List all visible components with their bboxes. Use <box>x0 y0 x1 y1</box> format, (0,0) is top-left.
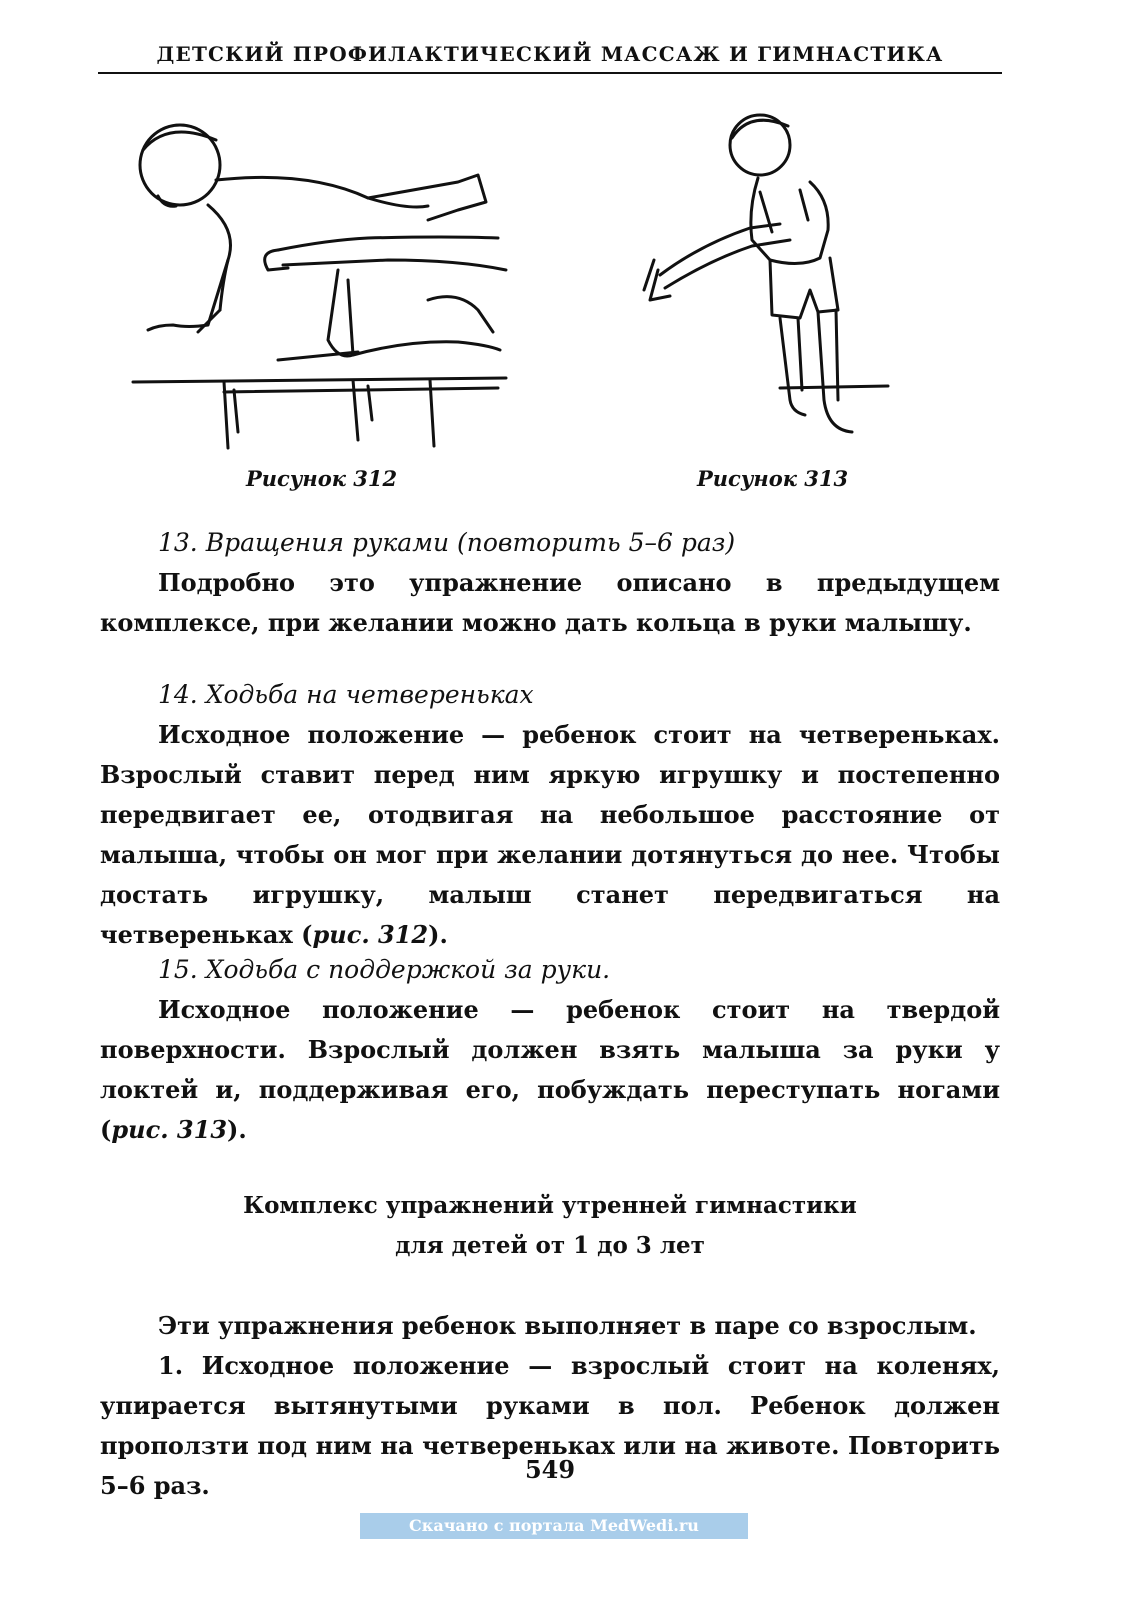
complex-heading <box>100 1186 1000 1266</box>
figure-ref-313: рис. 313 <box>111 1115 228 1144</box>
crawling-child-illustration <box>128 110 508 455</box>
section-text-15 <box>100 990 1000 1150</box>
complex-heading-line2: для детей от 1 до 3 лет <box>395 1232 705 1259</box>
section-text-15-tail: ). <box>227 1115 247 1144</box>
figure-313-caption: Рисунок 313 <box>697 466 849 491</box>
section-text-14 <box>100 715 1000 955</box>
section-text-14-tail: ). <box>428 920 448 949</box>
complex-heading-line1: Комплекс упражнений утренней гимнастики <box>243 1192 857 1219</box>
walking-child-illustration <box>640 100 890 455</box>
figure-313 <box>640 100 890 455</box>
header-rule <box>98 72 1002 74</box>
watermark-banner: Скачано с портала MedWedi.ru <box>360 1513 748 1539</box>
page-number: 549 <box>524 1455 576 1484</box>
figure-312-caption: Рисунок 312 <box>246 466 398 491</box>
section-title-15: 15. Ходьба с поддержкой за руки. <box>158 955 611 984</box>
complex-item-1: 1. Исходное положение — взрослый стоит на коленях, упирается вытянутыми руками в пол. Ребенок должен проползти под ним на четвереньках или на животе. Повторить 5–6 раз. <box>100 1351 1000 1500</box>
complex-intro: Эти упражнения ребенок выполняет в паре со взрослым. <box>158 1311 977 1340</box>
section-title-13: 13. Вращения руками (повторить 5–6 раз) <box>158 528 736 557</box>
section-title-14: 14. Ходьба на четвереньках <box>158 680 534 709</box>
section-text-14-body: Исходное положение — ребенок стоит на четвереньках. Взрослый ставит перед ним яркую игрушку и постепенно передвигает ее, отодвигая на небольшое расстояние от малыша, чтобы он мог при желании дотянуться до нее. Чтобы достать игрушку, малыш станет передвигаться на четвереньках ( <box>100 720 1000 949</box>
section-text-15-body: Исходное положение — ребенок стоит на твердой поверхности. Взрослый должен взять малыша за руки у локтей и, поддерживая его, побуждать переступать ногами ( <box>100 995 1000 1144</box>
figure-312 <box>128 110 508 455</box>
running-head: ДЕТСКИЙ ПРОФИЛАКТИЧЕСКИЙ МАССАЖ И ГИМНАСТИКА <box>156 42 944 66</box>
section-text-13: Подробно это упражнение описано в предыдущем комплексе, при желании можно дать кольца в руки малышу. <box>100 568 1000 637</box>
figure-ref-312: рис. 312 <box>312 920 429 949</box>
